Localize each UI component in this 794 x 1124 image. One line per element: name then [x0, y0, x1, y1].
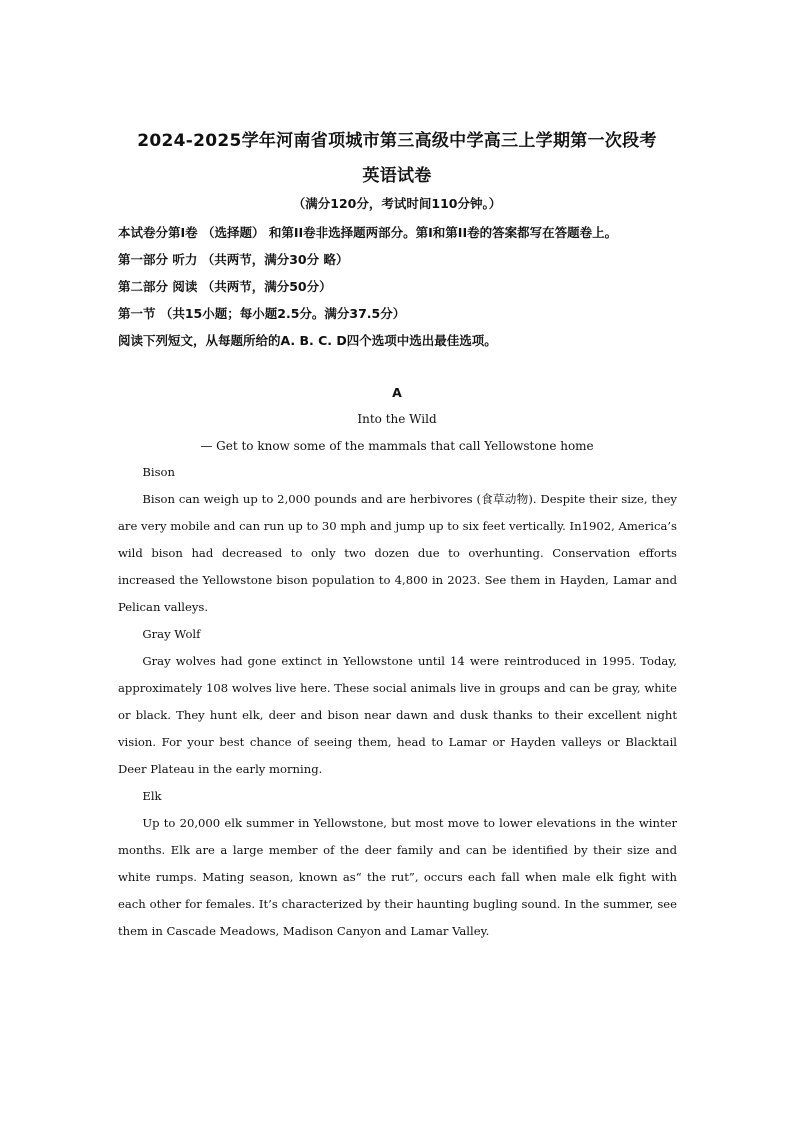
section-text-gray-wolf: Gray wolves had gone extinct in Yellowstone until 14 were reintroduced in 1995. Today, approximately 108 wolves live here. These social animals live in groups and can be gray, white or black. They hunt elk, deer and bison near dawn and dusk thanks to their excellent night vision. For your best chance of seeing them, head to Lamar or Hayden valleys or Blacktail Deer Plateau in the early morning. — [118, 654, 677, 776]
instructions-block — [118, 219, 680, 354]
instruction-section-one: 第一节 （共15小题；每小题2.5分。满分37.5分） — [118, 306, 406, 321]
instruction-reading-directions: 阅读下列短文，从每题所给的A. B. C. D四个选项中选出最佳选项。 — [118, 333, 497, 348]
instruction-structure: 本试卷分第Ⅰ卷 （选择题） 和第II卷非选择题两部分。第Ⅰ和第II卷的答案都写在答题卷上。 — [118, 225, 618, 240]
exam-title: 2024-2025学年河南省项城市第三高级中学高三上学期第一次段考 — [137, 131, 657, 151]
instruction-part-one: 第一部分 听力 （共两节，满分30分 略） — [118, 252, 349, 267]
instruction-part-two: 第二部分 阅读 （共两节，满分50分） — [118, 279, 332, 294]
passage-subtitle: — Get to know some of the mammals that call Yellowstone home — [200, 439, 594, 453]
section-heading-gray-wolf: Gray Wolf — [142, 627, 201, 641]
passage-title: Into the Wild — [357, 412, 437, 426]
section-heading-elk: Elk — [142, 789, 162, 803]
score-time-note: （满分120分，考试时间110分钟。） — [292, 196, 502, 211]
section-heading-bison: Bison — [142, 465, 175, 479]
passage-body — [118, 459, 677, 945]
section-text-elk: Up to 20,000 elk summer in Yellowstone, but most move to lower elevations in the winter months. Elk are a large member of the deer family and can be identified by their size and white rumps. Mating season, known as“ the rut”, occurs each fall when male elk fight with each other for females. It’s characterized by their haunting bugling sound. In the summer, see them in Cascade Meadows, Madison Canyon and Lamar Valley. — [118, 816, 677, 938]
passage-letter: A — [392, 385, 402, 400]
section-text-bison: Bison can weigh up to 2,000 pounds and are herbivores (食草动物). Despite their size, they are very mobile and can run up to 30 mph and jump up to six feet vertically. In1902, America’s wild bison had decreased to only two dozen due to overhunting. Conservation efforts increased the Yellowstone bison population to 4,800 in 2023. See them in Hayden, Lamar and Pelican valleys. — [118, 492, 677, 614]
exam-subject-title: 英语试卷 — [362, 166, 432, 186]
